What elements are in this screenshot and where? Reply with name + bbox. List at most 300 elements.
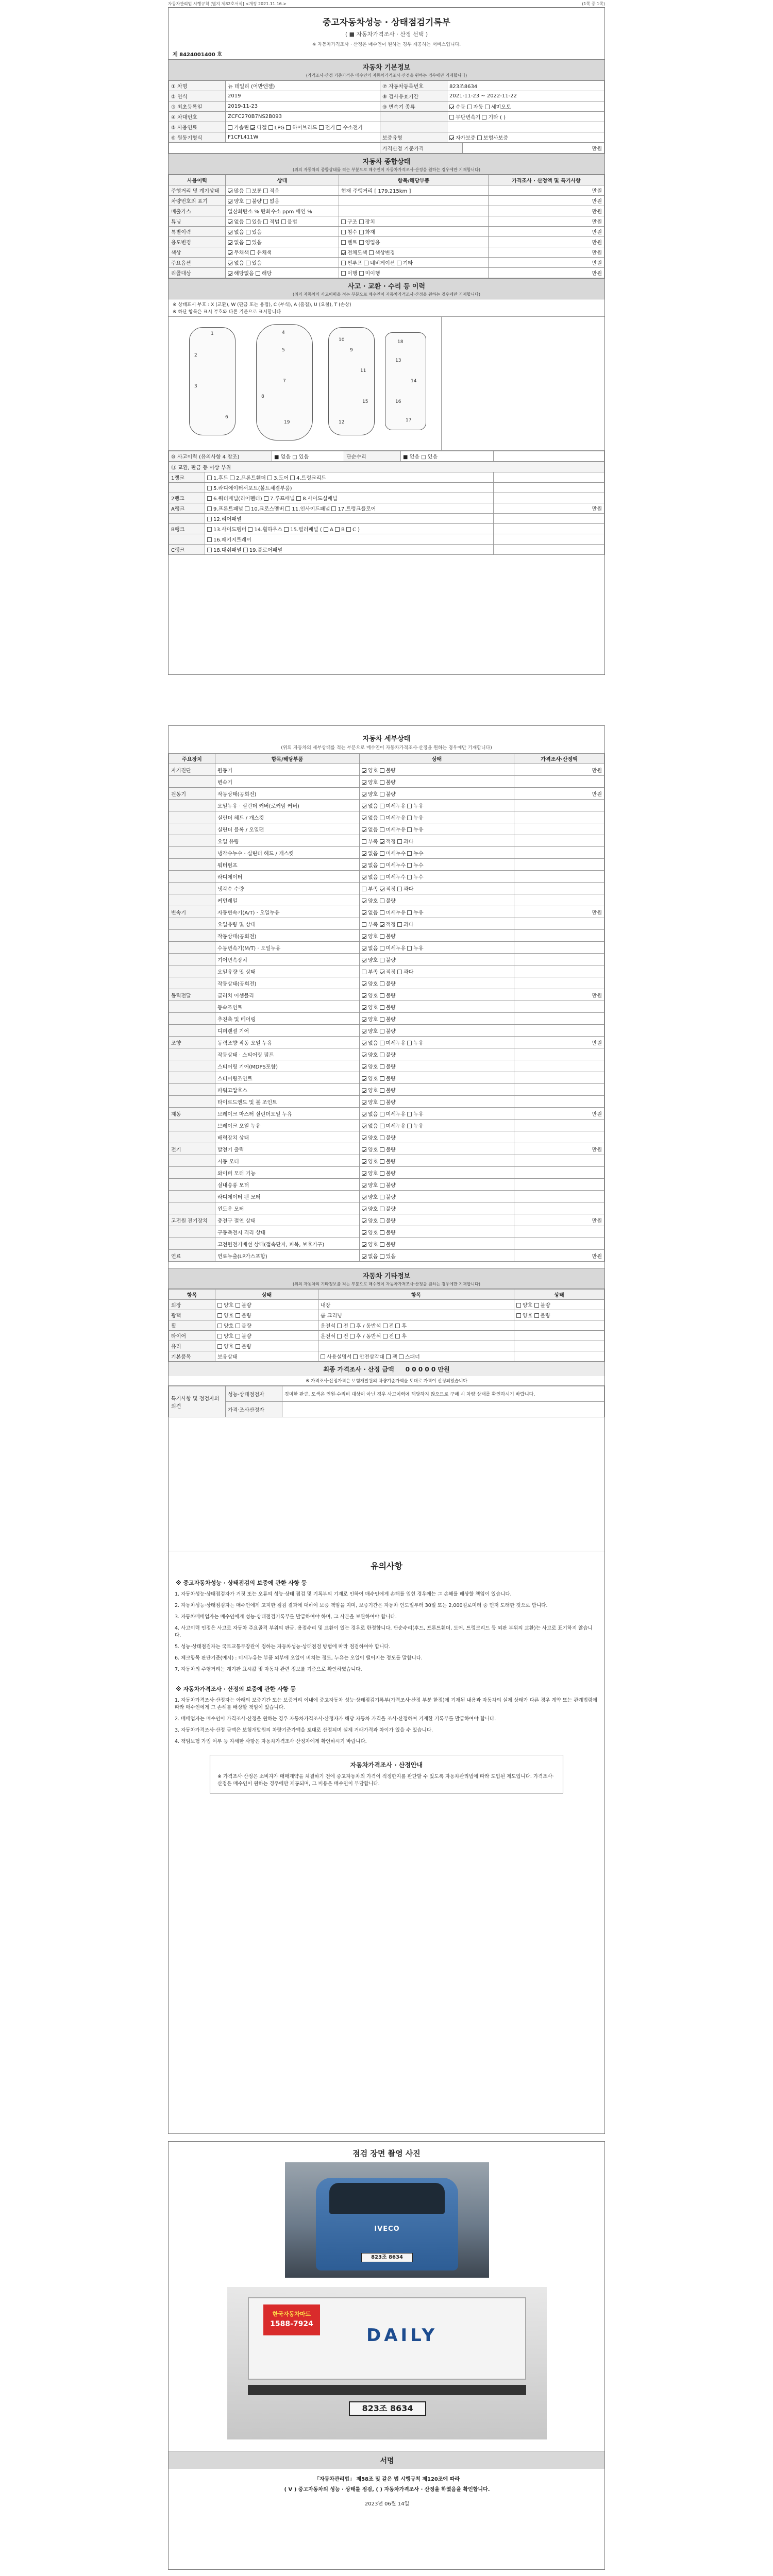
rank-price [494,472,604,483]
detail-state: 없음 미세누유 누유 [360,1120,514,1131]
basic-info-band-sub: (가격조사·산정 기준가격은 매수인의 자동차가격조사·산정을 원하는 경우에만 기재합니다) [169,73,604,80]
cautions-heading-1: ※ 중고자동차성능 · 상태점검의 보증에 관한 사항 등 [176,1580,307,1586]
other-item: 외장 [169,1300,215,1310]
detail-part: 오일유량 및 상태 [215,965,360,977]
special-notes-table [169,1386,604,1417]
detail-group [169,859,215,871]
detail-part: 발전기 출력 [215,1143,360,1155]
basic-info-band: 자동차 기본정보 [169,59,604,73]
detail-state: 양호 불량 [360,1179,514,1191]
detail-state: 없음 있음 [360,1250,514,1262]
part-number: 10 [339,337,345,343]
detail-price [514,1084,604,1096]
other-state: 양호 불량 [215,1300,318,1310]
detail-state: 양호 불량 [360,1096,514,1108]
rank-label: B랭크 [169,524,205,534]
summary-item: 주요옵션 [169,258,226,268]
detail-part: 윈도우 모터 [215,1202,360,1214]
rank-price [494,524,604,534]
part-number: 1 [211,331,214,336]
accident-legend: ※ 상태표시 부호 : X (교환), W (판금 또는 용접), C (부식), A (흠집), U (요철), T (손상) [173,302,351,308]
summary-state: 무채색 유채색 [226,247,339,258]
summary-detail: 침수 화재 [339,227,489,237]
detail-group: 자기진단 [169,764,215,776]
summary-head-price: 가격조사 · 산정액 및 특기사항 [489,175,604,185]
other-head-state: 상태 [215,1290,318,1300]
detail-state: 없음 미세누유 누유 [360,811,514,823]
detail-price: 만원 [514,1214,604,1226]
detail-group [169,1120,215,1131]
signature-band: 서명 [169,2451,605,2469]
basic-label: ① 차명 [169,81,226,91]
detail-part: 디퍼렌셜 기어 [215,1025,360,1037]
detail-price [514,1179,604,1191]
detail-part: 브레이크 오일 누유 [215,1120,360,1131]
detail-state: 없음 미세누유 누유 [360,823,514,835]
cautions-list-2 [169,1697,604,1745]
detail-price [514,811,604,823]
simple-repair-label: 단순수리 [344,451,401,462]
detail-state: 양호 불량 [360,1131,514,1143]
other-item-2: 운전석 전 후 / 동반석 전 후 [318,1331,514,1341]
detail-part: 원동기 [215,764,360,776]
detail-part: 시동 모터 [215,1155,360,1167]
detail-price [514,1155,604,1167]
detail-group [169,1072,215,1084]
detail-part: 커먼레일 [215,894,360,906]
detail-state: 양호 불량 [360,1167,514,1179]
detail-group [169,1167,215,1179]
basic-value: 2019 [226,91,380,101]
simple-repair-value: ■ 없음 □ 있음 [401,451,494,462]
accident-band-sub: (위의 자동차의 사고이력을 적는 부분으로 매수인이 자동차가격조사·산정을 원하는 경우에만 기재합니다) [169,292,604,299]
summary-item: 특별이력 [169,227,226,237]
part-number: 19 [284,420,290,425]
detail-band: 자동차 세부상태 [169,731,604,744]
detail-price [514,800,604,811]
detail-price [514,1072,604,1084]
other-state-2 [514,1331,604,1341]
other-state-2 [514,1320,604,1331]
other-item: 유리 [169,1341,215,1351]
banner-line-1: 한국자동차마트 [272,2311,311,2317]
detail-group [169,918,215,930]
detail-price [514,847,604,859]
detail-price [514,930,604,942]
detail-price [514,942,604,954]
summary-price: 만원 [489,247,604,258]
document-title: 중고자동차성능 · 상태점검기록부 [322,18,451,28]
rank-label: 2랭크 [169,493,205,503]
part-number: 9 [350,348,353,353]
detail-part: 오일누유 · 실린더 커버(로커암 커버) [215,800,360,811]
detail-group [169,871,215,883]
basic-label: ⑤ 사용연료 [169,122,226,132]
summary-price: 만원 [489,185,604,196]
part-number: 14 [411,379,417,384]
final-price-sub: ※ 가격조사·산정가격은 보험개발원의 차량기준가액을 토대로 가격이 산정되었습니다 [169,1376,604,1386]
detail-group [169,1001,215,1013]
other-info-table [169,1289,604,1362]
other-head-state-2: 상태 [514,1290,604,1300]
detail-part: 오일 유량 [215,835,360,847]
cautions-title: 유의사항 [371,1561,402,1571]
detail-part: 라디에이터 팬 모터 [215,1191,360,1202]
detail-group [169,1155,215,1167]
other-item: 타이어 [169,1331,215,1341]
detail-price [514,776,604,788]
detail-group [169,1202,215,1214]
basic-label: 보증유형 [380,132,447,143]
summary-detail: 현재 주행거리 [ 179,215km ] [339,185,489,196]
part-number: 17 [406,418,412,423]
detail-group [169,1096,215,1108]
rank-label: C랭크 [169,545,205,555]
other-head-item-2: 항목 [318,1290,514,1300]
part-number: 3 [194,384,197,389]
part-number: 6 [225,415,228,420]
detail-group [169,776,215,788]
detail-part: 배력장치 상태 [215,1131,360,1143]
detail-group [169,823,215,835]
part-number: 5 [282,348,285,353]
detail-price [514,1226,604,1238]
rank-label: 1랭크 [169,472,205,483]
other-item-2: 운전석 전 후 / 동반석 전 후 [318,1320,514,1331]
caution-item: 7. 자동차의 주행거리는 계기판 표시값 및 자동차 관련 정보를 기준으로 확인하였습니다. [175,1667,362,1672]
other-item: 휠 [169,1320,215,1331]
basic-value: 가솔린 디젤 LPG 하이브리드 전기 수소전기 [226,122,380,132]
other-head-item: 항목 [169,1290,215,1300]
form-reference: 자동차관리법 시행규칙 [별지 제82호서식] <개정 2021.11.16.> [168,2,287,6]
detail-group [169,1238,215,1250]
detail-state: 부족 적정 과다 [360,965,514,977]
summary-item: 튜닝 [169,216,226,227]
detail-price: 만원 [514,788,604,800]
basic-label [380,122,447,132]
detail-part: 브레이크 마스터 실린더오일 누유 [215,1108,360,1120]
detail-state: 양호 불량 [360,1025,514,1037]
detail-group [169,954,215,965]
detail-part: 작동상태(공회전) [215,977,360,989]
summary-detail: 구조 장치 [339,216,489,227]
final-price-label: 최종 가격조사 · 산정 금액 [323,1366,394,1373]
other-state: 양호 불량 [215,1331,318,1341]
detail-part: 고전원전기배선 상태(접속단자, 피복, 보호기구) [215,1238,360,1250]
other-item-2: 룸 크리닝 [318,1310,514,1320]
front-plate: 823조 8634 [361,2253,413,2262]
detail-group: 연료 [169,1250,215,1262]
price-guide-box [210,1755,563,1793]
rank-price [494,534,604,545]
basic-value: 2021-11-23 ~ 2022-11-22 [447,91,604,101]
record-page-2 [168,725,605,1632]
detail-price [514,1167,604,1179]
detail-group [169,1179,215,1191]
special-notes-label: 특기사항 및 점검자의 의견 [169,1386,226,1417]
detail-state: 양호 불량 [360,764,514,776]
summary-state: 없음 있음 적법 불법 [226,216,339,227]
rank-label [169,483,205,493]
other-info-band: 자동차 기타정보 [169,1268,604,1281]
basic-value: 수동 자동 세미오토 [447,101,604,112]
final-price-head [169,1362,604,1376]
part-number: 4 [282,330,285,335]
rank-items: 9.프론트패널 10.크로스멤버 11.인사이드패널 17.트렁크플로어 [205,503,494,514]
detail-price [514,1001,604,1013]
detail-group: 동력전달 [169,989,215,1001]
detail-state: 양호 불량 [360,1214,514,1226]
detail-price [514,977,604,989]
summary-detail [339,196,489,206]
part-number: 7 [283,379,286,384]
other-info-band-sub: (위의 자동차의 기타정보를 적는 부분으로 매수인이 자동차가격조사·산정을 원하는 경우에만 기재합니다) [169,1281,604,1289]
other-item: 기본품목 [169,1351,215,1362]
cautions-list [169,1591,604,1673]
detail-head-price: 가격조사·산정액 [514,754,604,764]
detail-part: 수동변속기(M/T) · 오일누유 [215,942,360,954]
detail-state: 양호 불량 [360,1191,514,1202]
detail-part: 작동상태 · 스티어링 펌프 [215,1048,360,1060]
detail-part: 와이퍼 모터 기능 [215,1167,360,1179]
summary-head-state: 상태 [226,175,339,185]
price-guide-title: 자동차가격조사 · 산정안내 [350,1761,423,1769]
summary-price: 만원 [489,206,604,216]
detail-group [169,1025,215,1037]
summary-price: 만원 [489,258,604,268]
signature-line-1: 「자동차관리법」 제58조 및 같은 법 시행규칙 제120조에 따라 [314,2477,460,2482]
rank-price: 만원 [494,503,604,514]
detail-part: 실린더 헤드 / 개스킷 [215,811,360,823]
detail-price: 만원 [514,989,604,1001]
detail-state: 양호 불량 [360,1143,514,1155]
detail-state: 양호 불량 [360,1238,514,1250]
detail-group [169,800,215,811]
summary-table [169,175,604,278]
cautions-heading-2: ※ 자동차가격조사 · 산정의 보증에 관한 사항 등 [176,1686,296,1692]
price-base-label: 가격산정 기준가격 [380,143,463,154]
caution-item: 1. 자동차성능·상태점검자가 거짓 또는 오류의 성능·상태 점검 및 기록부의 기재로 인하여 매수인에게 손해를 입힌 경우에는 그 손해를 배상할 책임이 있습니다. [175,1591,512,1597]
daily-logo: DAILY [366,2325,438,2346]
detail-group [169,811,215,823]
top-bar [168,1,605,7]
caution-item: 3. 자동차매매업자는 매수인에게 성능·상태점검기록부를 발급하여야 하며, 그 사본을 보관하여야 합니다. [175,1614,397,1620]
detail-part: 추진축 및 베어링 [215,1013,360,1025]
price-guide-text: ※ 가격조사·산정은 소비자가 매매계약을 체결하기 전에 중고자동차의 가격이 적정한지를 판단할 수 있도록 자동차관리법에 따라 도입된 제도입니다. 가격조사·산정은 매수인이 원하는 경우에만 제공되며, 그 비용은 매수인이 부담합니다. [217,1774,554,1787]
detail-price [514,918,604,930]
signature-line-2: ( V ) 중고자동차의 성능 · 상태를 점검, ( ) 자동차가격조사 · 산정을 하였음을 확인합니다. [284,2487,490,2493]
parts-table [169,462,604,555]
basic-label: ② 연식 [169,91,226,101]
detail-state: 없음 미세누수 누수 [360,859,514,871]
detail-group [169,1084,215,1096]
price-assessor-label: 가격·조사산정자 [226,1402,282,1417]
detail-price: 만원 [514,764,604,776]
summary-band-sub: (위의 자동차의 종합상태를 적는 부분으로 매수인이 자동차가격조사·산정을 원하는 경우에만 기재합니다) [169,167,604,175]
car-underbody-view [385,332,426,430]
document-subtitle: ( ■ 자동차가격조사 · 산정 선택 ) [345,31,428,38]
detail-price [514,965,604,977]
detail-price [514,883,604,894]
part-number: 15 [362,399,368,404]
summary-state: 해당없음 해당 [226,268,339,278]
basic-info-table [169,80,604,143]
detail-state: 부족 적정 과다 [360,883,514,894]
detail-price: 만원 [514,906,604,918]
detail-part: 라디에이터 [215,871,360,883]
detail-group [169,930,215,942]
document-note: ※ 자동차가격조사 · 산정은 매수인이 원하는 경우 제공하는 서비스입니다. [312,42,461,47]
detail-state: 양호 불량 [360,1048,514,1060]
detail-part: 오일유량 및 상태 [215,918,360,930]
caution-item: 4. 사고이력 인정은 사고로 자동차 주요골격 부위의 판금, 용접수리 및 교환이 있는 경우로 한정합니다. 단순수리(후드, 프론트휀더, 도어, 트렁크리드 등 외판 부위의 교환)는 사고로 표기하지 않습니다. [175,1625,593,1638]
summary-item: 주행거리 및 계기상태 [169,185,226,196]
summary-detail: 전체도색 색상변경 [339,247,489,258]
accident-history-label: ⑩ 사고이력 (유의사항 4 참조) [169,451,272,462]
rear-plate: 823조 8634 [349,2401,426,2416]
accident-band: 사고 · 교환 · 수리 등 이력 [169,278,604,292]
detail-table [169,753,604,1262]
detail-state: 없음 미세누수 누수 [360,847,514,859]
car-front-view [189,327,236,435]
photo-title: 점검 장면 촬영 사진 [352,2149,421,2158]
detail-price [514,823,604,835]
detail-band-sub: (위의 자동차의 세부상태를 적는 부분으로 매수인이 자동차가격조사·산정을 원하는 경우에만 기재합니다) [281,745,492,751]
basic-value: F1CFL411W [226,132,380,143]
price-caution-item: 2. 매매업자는 매수인이 가격조사·산정을 원하는 경우 자동차가격조사·산정자가 해당 자동차 가격을 조사·산정하여 기재한 기록부를 발급하여야 합니다. [175,1716,496,1722]
detail-group: 전기 [169,1143,215,1155]
detail-state: 없음 미세누유 누유 [360,906,514,918]
other-state: 양호 불량 [215,1310,318,1320]
other-item-2 [318,1341,514,1351]
detail-price [514,1120,604,1131]
detail-price [514,859,604,871]
detail-group: 변속기 [169,906,215,918]
detail-part: 구동축전지 격리 상태 [215,1226,360,1238]
basic-label: ⑥ 원동기형식 [169,132,226,143]
detail-part: 타이로드엔드 및 볼 조인트 [215,1096,360,1108]
rank-items: 16.패키지트레이 [205,534,494,545]
rank-label: A랭크 [169,503,205,514]
detail-part: 스티어링 기어(MDPS포함) [215,1060,360,1072]
summary-detail: 렌트 영업용 [339,237,489,247]
detail-state: 양호 불량 [360,954,514,965]
detail-part: 동력조향 작동 오일 누유 [215,1037,360,1048]
price-caution-item: 3. 자동차가격조사·산정 금액은 보험개발원의 차량기준가액을 토대로 산정되며 실제 거래가격과 차이가 있을 수 있습니다. [175,1727,433,1733]
basic-value: 뉴 데일리 (어반엔젤) [226,81,380,91]
parts-header: ⑪ 교환, 판금 등 이상 부위 [169,462,604,472]
summary-price: 만원 [489,268,604,278]
summary-state: 양호 불량 없음 [226,196,339,206]
other-item-2: 내장 [318,1300,514,1310]
detail-group: 고전원 전기장치 [169,1214,215,1226]
detail-group: 조향 [169,1037,215,1048]
summary-state: 많음 보통 적음 [226,185,339,196]
other-item-2: 사용설명서 안전삼각대 잭 스패너 [318,1351,514,1362]
detail-state: 없음 미세누유 누유 [360,1108,514,1120]
other-state: 양호 불량 [215,1341,318,1351]
accident-history-value: ■ 없음 □ 있음 [272,451,344,462]
detail-part: 자동변속기(A/T) · 오일누유 [215,906,360,918]
detail-part: 작동상태(공회전) [215,788,360,800]
detail-price [514,1202,604,1214]
other-state: 보유상태 [215,1351,318,1362]
ad-banner [263,2304,320,2335]
cautions-page [168,1551,605,2134]
rank-items: 5.라디에이터서포트(볼트체결부품) [205,483,494,493]
detail-state: 양호 불량 [360,1155,514,1167]
iveco-grille: IVECO [374,2225,400,2233]
rank-items: 1.후드 2.프론트휀더 3.도어 4.트렁크리드 [205,472,494,483]
rank-price [494,514,604,524]
detail-part: 충전구 절연 상태 [215,1214,360,1226]
detail-state: 양호 불량 [360,1072,514,1084]
detail-part: 워터펌프 [215,859,360,871]
detail-part: 파워고압호스 [215,1084,360,1096]
basic-label: ⑨ 변속기 종류 [380,101,447,112]
detail-state: 양호 불량 [360,1060,514,1072]
price-base-table [169,143,604,154]
summary-detail [339,206,489,216]
detail-price [514,954,604,965]
detail-price [514,1013,604,1025]
car-diagram-area [169,317,604,451]
price-caution-item: 4. 책임보험 가입 여부 등 자세한 사항은 자동차가격조사·산정자에게 확인하시기 바랍니다. [175,1739,367,1744]
summary-detail: 이행 미이행 [339,268,489,278]
price-caution-item: 1. 자동차가격조사·산정자는 아래의 보증기간 또는 보증거리 이내에 중고자동차 성능·상태점검기록부(가격조사·산정 부분 한정)에 기재된 내용과 자동차의 실제 상태가 다른 경우 계약 또는 관계법령에 따라 매수인에게 그 손해를 배상할 책임이 있습니다. [175,1698,598,1710]
summary-price: 만원 [489,227,604,237]
other-state: 양호 불량 [215,1320,318,1331]
detail-price [514,871,604,883]
rank-price [494,545,604,555]
detail-state: 양호 불량 [360,977,514,989]
summary-state: 없음 있음 [226,227,339,237]
detail-price [514,1191,604,1202]
detail-state: 없음 미세누수 누수 [360,871,514,883]
detail-group [169,1191,215,1202]
windshield [329,2183,445,2214]
summary-item: 차량번호의 표기 [169,196,226,206]
front-photo [285,2162,489,2278]
detail-head-part: 항목/해당부품 [215,754,360,764]
detail-group [169,835,215,847]
summary-item: 배출가스 [169,206,226,216]
detail-price [514,894,604,906]
basic-label: ⑧ 검사유효기간 [380,91,447,101]
rank-price [494,483,604,493]
detail-group [169,1013,215,1025]
page-count: (1쪽 중 1쪽) [582,2,605,6]
detail-state: 양호 불량 [360,930,514,942]
other-state-2: 양호 불량 [514,1300,604,1310]
record-page-1 [168,7,605,675]
accident-legend-2: ※ 하단 항목은 표시 부호와 다른 기준으로 표시합니다 [169,308,604,317]
detail-state: 부족 적정 과다 [360,835,514,847]
detail-head-state: 상태 [360,754,514,764]
summary-state: 없음 있음 [226,237,339,247]
part-number: 18 [397,340,404,345]
detail-state: 양호 불량 [360,776,514,788]
summary-state: 없음 있음 [226,258,339,268]
detail-price [514,835,604,847]
other-state-2 [514,1351,604,1362]
part-number: 16 [395,399,401,404]
detail-group [169,894,215,906]
caution-item: 6. 체크항목 판단기준(예시) : 미세누유는 부품 외부에 오일이 비치는 정도, 누유는 오일이 떨어지는 정도를 말합니다. [175,1655,423,1661]
detail-price [514,1238,604,1250]
detail-part: 등속조인트 [215,1001,360,1013]
rank-label [169,534,205,545]
